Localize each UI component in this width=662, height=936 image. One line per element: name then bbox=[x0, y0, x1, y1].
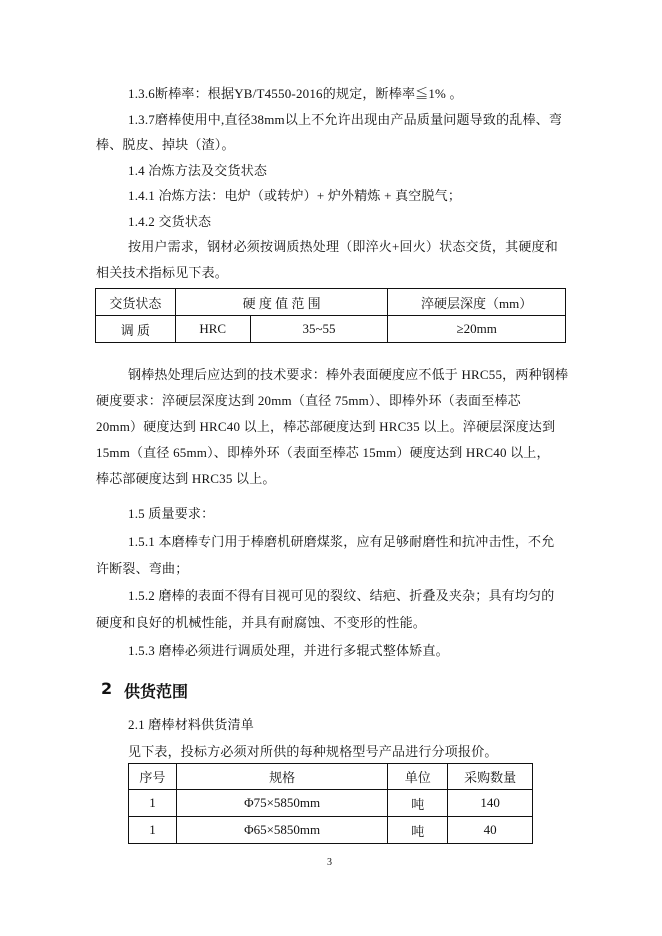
table-header-cell: 硬 度 值 范 围 bbox=[175, 289, 388, 316]
table-header-cell: 交货状态 bbox=[96, 289, 176, 316]
table-cell: 吨 bbox=[388, 790, 448, 817]
table-cell: 吨 bbox=[388, 817, 448, 844]
paragraph-1-5-1-line2: 许断裂、弯曲； bbox=[96, 561, 189, 576]
table-row bbox=[129, 790, 533, 817]
table-cell: Φ65×5850mm bbox=[176, 817, 388, 844]
table-cell: 140 bbox=[448, 790, 533, 817]
table-cell: 35~55 bbox=[250, 316, 388, 343]
heat-treatment-line3: 20mm）硬度达到 HRC40 以上，棒芯部硬度达到 HRC35 以上。淬硬层深度达到 bbox=[96, 419, 556, 434]
table-header-row bbox=[96, 289, 566, 316]
heading-1-4-2: 1.4.2 交货状态 bbox=[128, 214, 212, 229]
table-header-row bbox=[129, 764, 533, 790]
table-row bbox=[96, 316, 566, 343]
heading-2-1: 2.1 磨棒材料供货清单 bbox=[128, 717, 254, 732]
table-cell: 40 bbox=[448, 817, 533, 844]
heat-treatment-line1: 钢棒热处理后应达到的技术要求：棒外表面硬度应不低于 HRC55，两种钢棒 bbox=[128, 367, 569, 382]
table-cell: 调 质 bbox=[96, 316, 176, 343]
table-header-cell: 序号 bbox=[129, 764, 177, 790]
table-cell: 1 bbox=[129, 817, 177, 844]
paragraph-1-5-1-line1: 1.5.1 本磨棒专门用于棒磨机研磨煤浆，应有足够耐磨性和抗冲击性，不允 bbox=[128, 534, 555, 549]
paragraph-1-5-3: 1.5.3 磨棒必须进行调质处理，并进行多辊式整体矫直。 bbox=[128, 643, 449, 658]
table-row bbox=[129, 817, 533, 844]
table-header-cell: 淬硬层深度（mm） bbox=[388, 289, 566, 316]
heat-treatment-line2: 硬度要求：淬硬层深度达到 20mm（直径 75mm）、即棒外环（表面至棒芯 bbox=[96, 393, 521, 408]
section-2-title: 供货范围 bbox=[124, 682, 189, 701]
paragraph-1-3-7-line1: 1.3.7磨棒使用中,直径38mm以上不允许出现由产品质量问题导致的乱棒、弯 bbox=[128, 112, 563, 127]
paragraph-1-4-2-line2: 相关技术指标见下表。 bbox=[96, 265, 229, 280]
table-cell: ≥20mm bbox=[388, 316, 566, 343]
paragraph-1-4-1: 1.4.1 冶炼方法：电炉（或转炉）+ 炉外精炼 + 真空脱气； bbox=[128, 188, 462, 203]
table-header-cell: 规格 bbox=[176, 764, 388, 790]
delivery-status-table bbox=[95, 288, 566, 343]
paragraph-1-3-7-line2: 棒、脱皮、掉块（渣）。 bbox=[96, 137, 235, 152]
paragraph-2-1: 见下表，投标方必须对所供的每种规格型号产品进行分项报价。 bbox=[128, 744, 498, 759]
table-cell: HRC bbox=[175, 316, 250, 343]
table-cell: 1 bbox=[129, 790, 177, 817]
supply-list-table bbox=[128, 763, 533, 844]
heading-1-5: 1.5 质量要求： bbox=[128, 506, 215, 521]
heading-1-4: 1.4 冶炼方法及交货状态 bbox=[128, 163, 268, 178]
table-cell: Φ75×5850mm bbox=[176, 790, 388, 817]
paragraph-1-3-6: 1.3.6断棒率：根据YB/T4550-2016的规定，断棒率≦1% 。 bbox=[128, 86, 463, 101]
paragraph-1-5-2-line1: 1.5.2 磨棒的表面不得有目视可见的裂纹、结疤、折叠及夹杂；具有均匀的 bbox=[128, 588, 555, 603]
table-header-cell: 采购数量 bbox=[448, 764, 533, 790]
heat-treatment-line4: 15mm（直径 65mm）、即棒外环（表面至棒芯 15mm）硬度达到 HRC40 以上， bbox=[96, 445, 550, 460]
heat-treatment-line5: 棒芯部硬度达到 HRC35 以上。 bbox=[96, 471, 276, 486]
table-header-cell: 单位 bbox=[388, 764, 448, 790]
paragraph-1-5-2-line2: 硬度和良好的机械性能，并具有耐腐蚀、不变形的性能。 bbox=[96, 615, 427, 630]
page-number: 3 bbox=[327, 857, 332, 868]
section-2-number: 2 bbox=[101, 679, 113, 698]
paragraph-1-4-2-line1: 按用户需求，钢材必须按调质热处理（即淬火+回火）状态交货，其硬度和 bbox=[128, 239, 558, 254]
